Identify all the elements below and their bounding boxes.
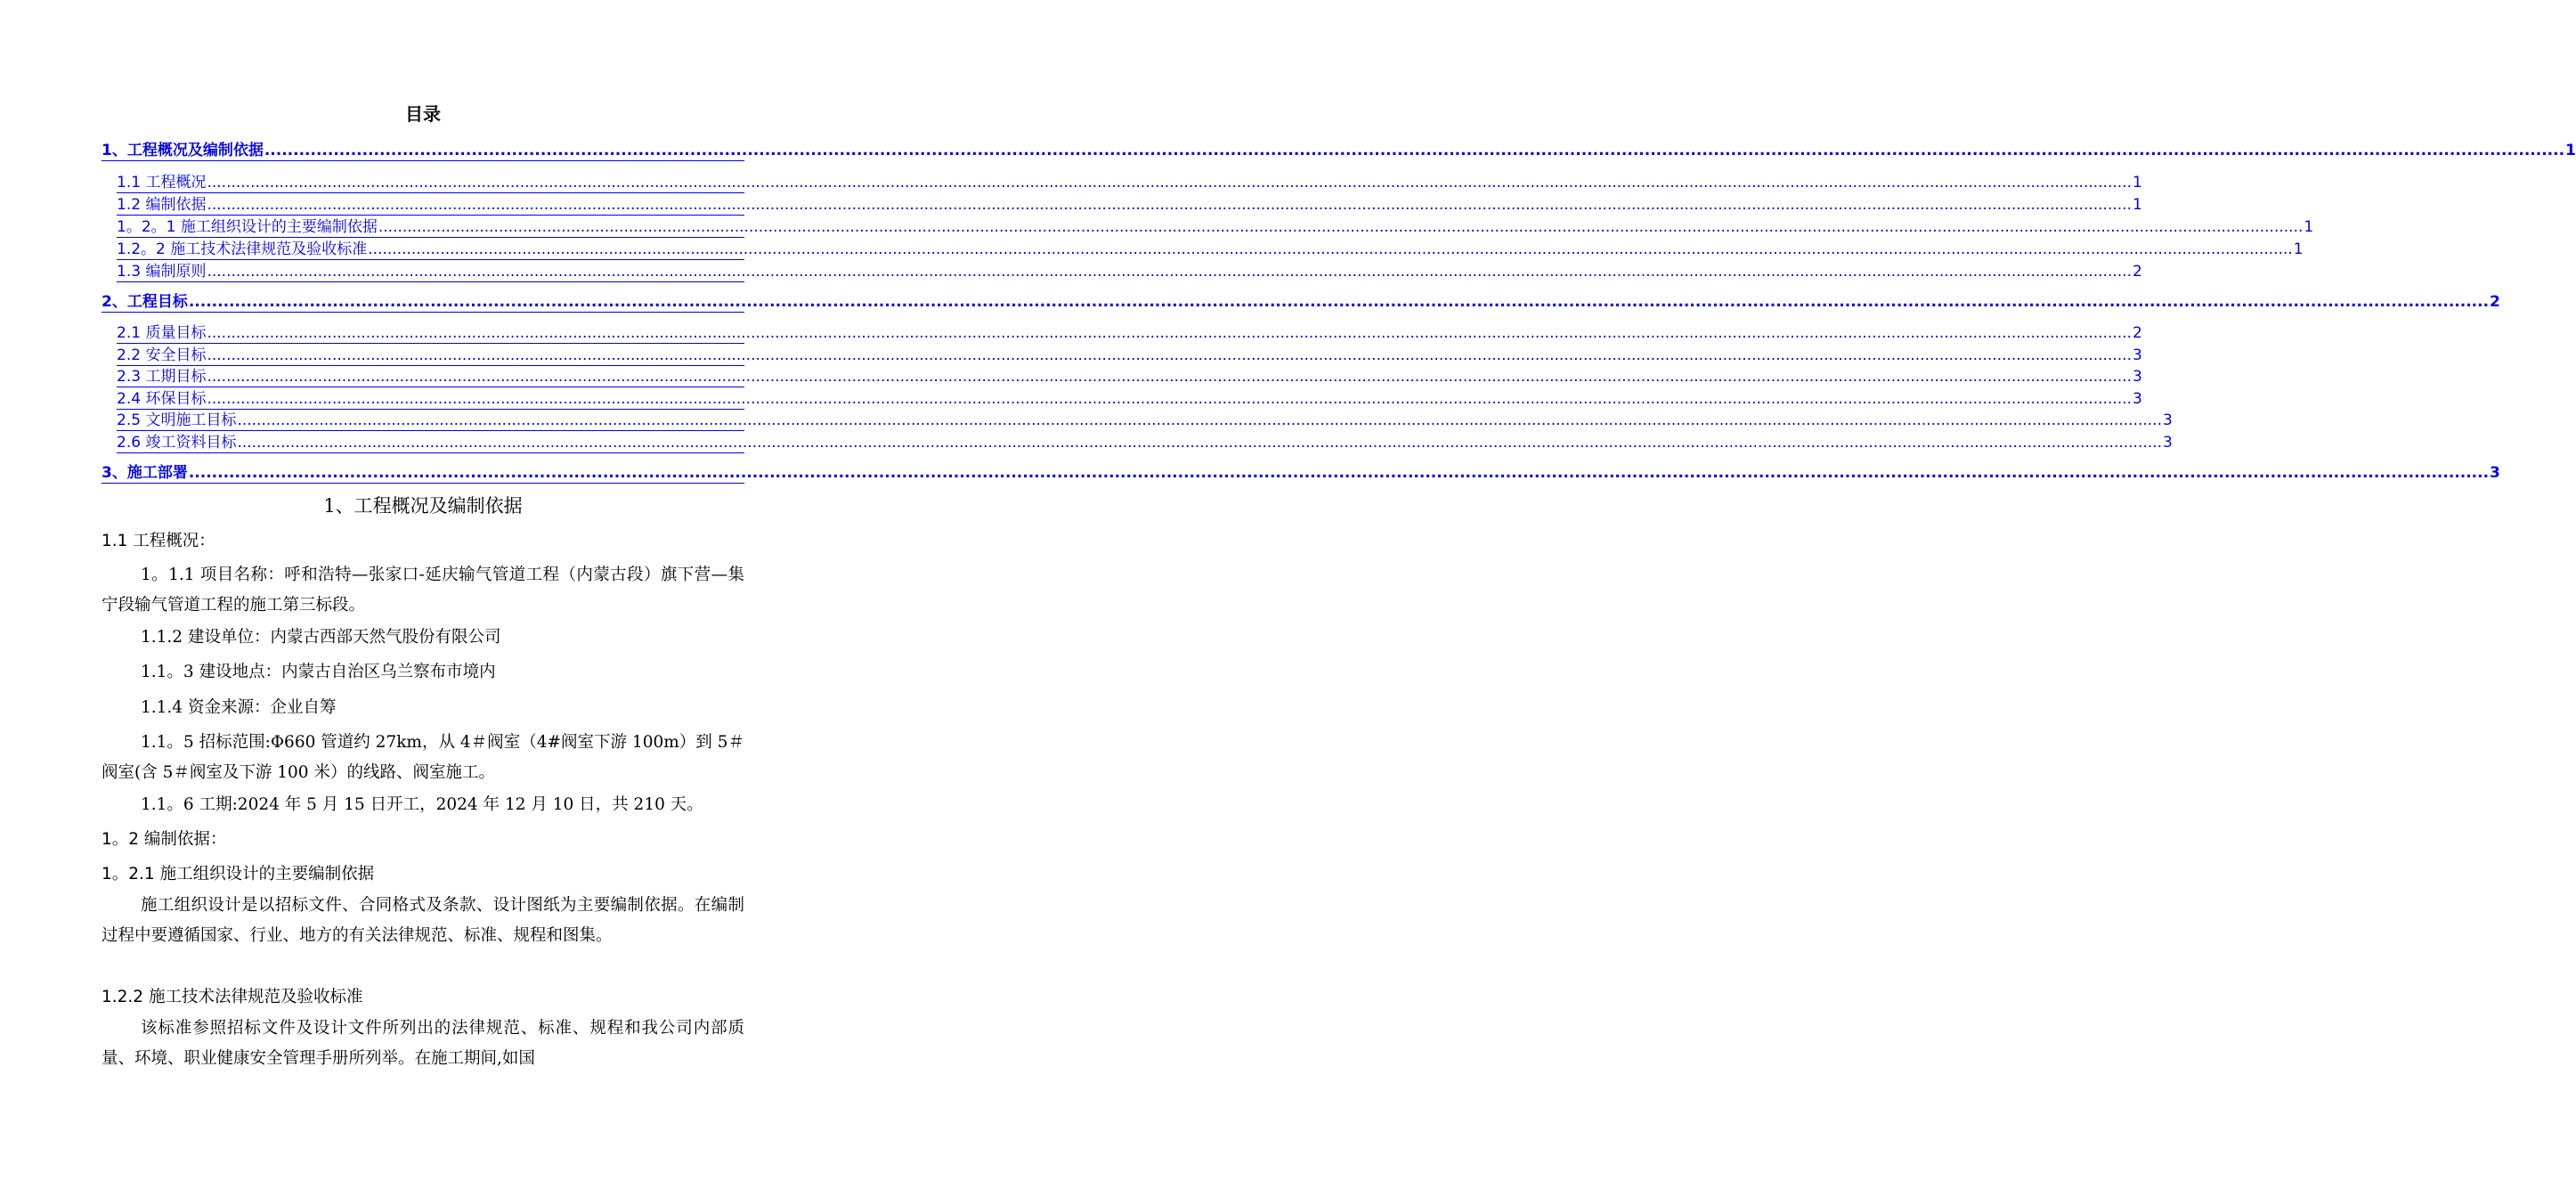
subheading-1-2-1: 1。2.1 施工组织设计的主要编制依据 [102, 865, 375, 884]
toc-entry-text: 2.5 文明施工目标 [117, 411, 237, 429]
toc-leader-dots: ................................................................................................................................................................................................................................................................................................................................................................................................................ [188, 464, 2490, 482]
toc-entry[interactable] [0, 431, 2173, 452]
paragraph-fund-source: 1.1.4 资金来源：企业自筹 [141, 698, 337, 717]
paragraph-construction-unit: 1.1.2 建设单位：内蒙古西部天然气股份有限公司 [141, 628, 501, 647]
toc-page-number: 3 [2132, 368, 2142, 386]
toc-entry-text: 2.3 工期目标 [117, 368, 207, 386]
subheading-1-2: 1。2 编制依据： [102, 830, 227, 849]
toc-leader-dots: ................................................................................................................................................................................................................................................................................................................................................................................................................ [207, 390, 2132, 408]
toc-page-number: 1 [2132, 174, 2142, 191]
subheading-1-2-2: 1.2.2 施工技术法律规范及验收标准 [102, 988, 363, 1006]
toc-page-number: 3 [2132, 390, 2142, 408]
toc-entry-link[interactable] [117, 322, 2142, 344]
toc-entry-text: 1。2。1 施工组织设计的主要编制依据 [117, 218, 378, 236]
toc-entry-link[interactable] [117, 365, 2142, 387]
toc-entry-link[interactable] [117, 409, 2173, 431]
toc-page-number: 1 [2293, 240, 2304, 258]
toc-entry-link[interactable] [117, 387, 2142, 410]
toc-entry[interactable] [0, 139, 2576, 160]
paragraph-basis: 施工组织设计是以招标文件、合同格式及条款、设计图纸为主要编制依据。在编制过程中要遵循国家、行业、地方的有关法律规范、标准、规程和图集。 [102, 896, 744, 945]
toc-page-number: 1 [2132, 196, 2142, 214]
toc-entry[interactable] [0, 344, 2142, 365]
toc-entry[interactable] [0, 216, 2314, 237]
toc-entry-link[interactable] [102, 461, 2500, 484]
toc-entry-text: 1.3 编制原则 [117, 263, 207, 281]
toc-entry[interactable] [0, 409, 2173, 430]
toc-entry-link[interactable] [117, 431, 2173, 453]
toc-leader-dots: ................................................................................................................................................................................................................................................................................................................................................................................................................ [207, 346, 2132, 364]
toc-leader-dots: ................................................................................................................................................................................................................................................................................................................................................................................................................ [368, 240, 2293, 258]
subheading-1-1: 1.1 工程概况： [102, 532, 215, 550]
toc-entry[interactable] [0, 365, 2142, 387]
toc-entry[interactable] [0, 387, 2142, 409]
toc-leader-dots: ................................................................................................................................................................................................................................................................................................................................................................................................................ [207, 324, 2132, 342]
paragraph-construction-site: 1.1。3 建设地点：内蒙古自治区乌兰察布市境内 [141, 663, 496, 681]
toc-entry-link[interactable] [117, 171, 2142, 193]
toc-entry[interactable] [0, 193, 2142, 215]
paragraph-schedule: 1.1。6 工期:2024 年 5 月 15 日开工，2024 年 12 月 10 日，共 210 天。 [141, 795, 703, 814]
toc-entry[interactable] [0, 238, 2304, 259]
toc-entry-text: 1.2 编制依据 [117, 196, 207, 214]
section-heading: 1、工程概况及编制依据 [323, 495, 523, 517]
toc-page-number: 2 [2490, 293, 2500, 311]
toc-title: 目录 [405, 103, 441, 125]
paragraph-bid-scope: 1.1。5 招标范围:Φ660 管道约 27km，从 4＃阀室（4#阀室下游 100m）到 5＃阀室(含 5＃阀室及下游 100 米）的线路、阀室施工。 [102, 733, 744, 782]
toc-entry-link[interactable] [102, 139, 2576, 161]
toc-entry[interactable] [0, 461, 2500, 483]
toc-page-number: 3 [2132, 346, 2142, 364]
toc-leader-dots: ................................................................................................................................................................................................................................................................................................................................................................................................................ [237, 434, 2162, 452]
toc-leader-dots: ................................................................................................................................................................................................................................................................................................................................................................................................................ [378, 218, 2304, 236]
toc-entry-text: 2、工程目标 [102, 293, 188, 311]
toc-leader-dots: ................................................................................................................................................................................................................................................................................................................................................................................................................ [237, 411, 2162, 429]
toc-page-number: 3 [2490, 464, 2500, 482]
toc-page-number: 1 [2304, 218, 2314, 236]
toc-entry[interactable] [0, 260, 2142, 281]
toc-page-number: 2 [2132, 263, 2142, 281]
toc-entry-link[interactable] [117, 216, 2314, 238]
toc-entry-link[interactable] [117, 344, 2142, 366]
toc-leader-dots: ................................................................................................................................................................................................................................................................................................................................................................................................................ [207, 368, 2132, 386]
toc-entry-text: 2.2 安全目标 [117, 346, 207, 364]
toc-entry-text: 1.2。2 施工技术法律规范及验收标准 [117, 240, 368, 258]
toc-leader-dots: ................................................................................................................................................................................................................................................................................................................................................................................................................ [264, 142, 2565, 159]
toc-entry-link[interactable] [102, 290, 2500, 313]
toc-leader-dots: ................................................................................................................................................................................................................................................................................................................................................................................................................ [207, 263, 2132, 281]
toc-page-number: 1 [2565, 142, 2576, 159]
toc-entry-text: 2.1 质量目标 [117, 324, 207, 342]
toc-entry-text: 1、工程概况及编制依据 [102, 142, 264, 159]
toc-entry-text: 3、施工部署 [102, 464, 188, 482]
toc-entry[interactable] [0, 290, 2500, 312]
toc-entry[interactable] [0, 322, 2142, 343]
toc-leader-dots: ................................................................................................................................................................................................................................................................................................................................................................................................................ [207, 196, 2132, 214]
toc-page-number: 3 [2162, 434, 2173, 452]
toc-entry-text: 1.1 工程概况 [117, 174, 207, 191]
toc-leader-dots: ................................................................................................................................................................................................................................................................................................................................................................................................................ [188, 293, 2490, 311]
paragraph-standards: 该标准参照招标文件及设计文件所列出的法律规范、标准、规程和我公司内部质量、环境、职业健康安全管理手册所列举。在施工期间,如国 [102, 1019, 744, 1068]
toc-entry-text: 2.6 竣工资料目标 [117, 434, 237, 452]
toc-page-number: 2 [2132, 324, 2142, 342]
toc-entry-link[interactable] [117, 193, 2142, 216]
toc-entry-link[interactable] [117, 238, 2304, 260]
toc-page-number: 3 [2162, 411, 2173, 429]
paragraph-project-name: 1。1.1 项目名称：呼和浩特—张家口-延庆输气管道工程（内蒙古段）旗下营—集宁段输气管道工程的施工第三标段。 [102, 566, 744, 615]
toc-entry[interactable] [0, 171, 2142, 192]
toc-entry-link[interactable] [117, 260, 2142, 282]
toc-leader-dots: ................................................................................................................................................................................................................................................................................................................................................................................................................ [207, 174, 2132, 191]
toc-entry-text: 2.4 环保目标 [117, 390, 207, 408]
